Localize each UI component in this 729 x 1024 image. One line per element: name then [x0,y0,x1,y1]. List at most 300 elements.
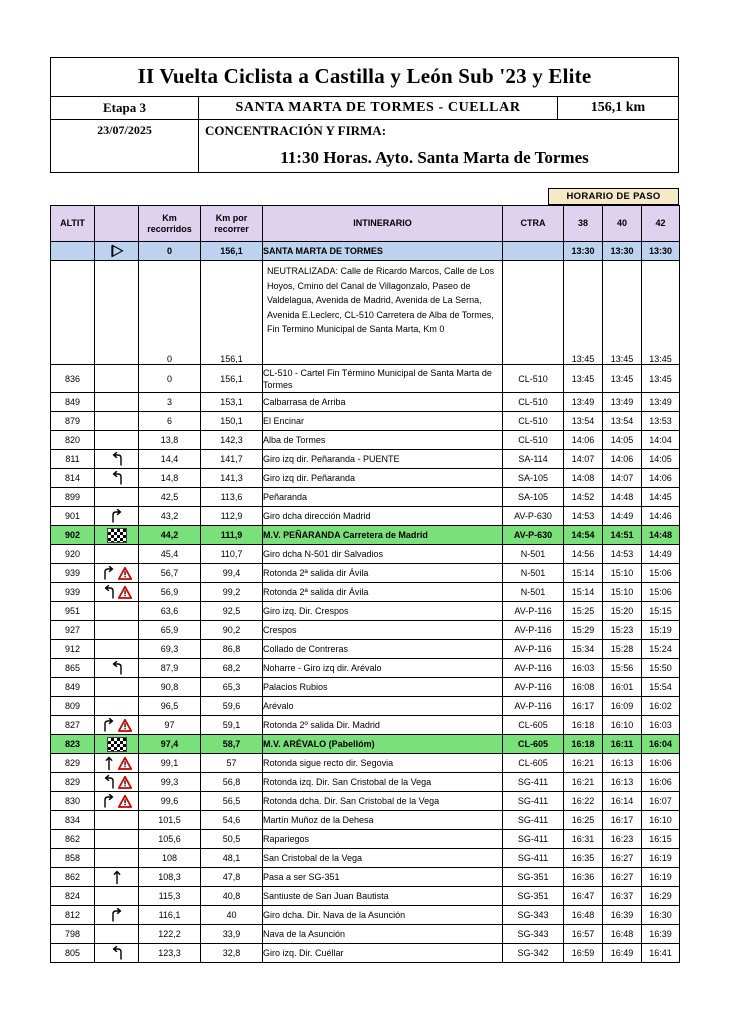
cell-km-recorridos: 97,4 [139,735,201,754]
table-row [51,431,680,450]
cell-itinerary: SANTA MARTA DE TORMES [263,242,503,261]
header-block [50,57,679,173]
cell-symbol [95,754,139,773]
cell-time-42: 15:15 [642,602,680,621]
cell-symbol [95,697,139,716]
cell-time-38: 16:22 [564,792,603,811]
cell-km-recorridos: 0 [139,365,201,393]
cell-itinerary: Pasa a ser SG-351 [263,868,503,887]
cell-altitude [51,242,95,261]
cell-km-recorridos: 99,6 [139,792,201,811]
cell-time-42: 16:19 [642,849,680,868]
table-row [51,944,680,963]
cell-time-42: 14:04 [642,431,680,450]
cell-km-por-recorrer: 92,5 [201,602,263,621]
cell-km-por-recorrer: 142,3 [201,431,263,450]
cell-time-42: 16:10 [642,811,680,830]
cell-time-38: 16:18 [564,716,603,735]
cell-ctra: AV-P-116 [503,678,564,697]
cell-km-por-recorrer: 33,9 [201,925,263,944]
cell-km-recorridos: 56,7 [139,564,201,583]
cell-itinerary: Rotonda sigue recto dir. Segovia [263,754,503,773]
table-row [51,412,680,431]
cell-time-42: 15:19 [642,621,680,640]
cell-ctra: CL-605 [503,735,564,754]
cell-time-38: 14:56 [564,545,603,564]
cell-km-por-recorrer: 153,1 [201,393,263,412]
cell-time-40: 16:01 [603,678,642,697]
cell-km-recorridos: 115,3 [139,887,201,906]
cell-time-40: 16:27 [603,849,642,868]
cell-altitude: 805 [51,944,95,963]
cell-altitude: 899 [51,488,95,507]
cell-time-40: 14:48 [603,488,642,507]
cell-altitude: 827 [51,716,95,735]
table-row [51,488,680,507]
turn-right-arrow-icon [102,718,116,733]
cell-symbol [95,716,139,735]
cell-km-por-recorrer: 47,8 [201,868,263,887]
turn-left-arrow-icon [102,585,116,600]
cell-time-38: 15:34 [564,640,603,659]
cell-km-recorridos: 97 [139,716,201,735]
straight-arrow-icon [102,756,116,771]
cell-time-38: 14:53 [564,507,603,526]
header-row-meeting [51,120,678,172]
itinerary-table [50,205,680,963]
cell-symbol [95,678,139,697]
cell-time-38: 15:14 [564,583,603,602]
cell-km-recorridos: 45,4 [139,545,201,564]
cell-symbol [95,469,139,488]
cell-itinerary: Giro izq. Dir. Cuéllar [263,944,503,963]
cell-time-42: 15:06 [642,564,680,583]
cell-altitude: 927 [51,621,95,640]
stage-route: SANTA MARTA DE TORMES - CUELLAR [199,97,558,119]
cell-km-por-recorrer: 59,1 [201,716,263,735]
col-itinerario: INTINERARIO [263,206,503,242]
cell-altitude: 824 [51,887,95,906]
cell-time-40: 14:06 [603,450,642,469]
cell-itinerary: Rotonda dcha. Dir. San Cristobal de la Vega [263,792,503,811]
cell-km-por-recorrer: 54,6 [201,811,263,830]
cell-ctra: SG-411 [503,811,564,830]
cell-km-recorridos: 14,4 [139,450,201,469]
cell-symbol [95,583,139,602]
table-row [51,830,680,849]
warning-triangle-icon [118,567,132,580]
cell-altitude: 798 [51,925,95,944]
table-row [51,716,680,735]
turn-right-arrow-icon [110,908,124,923]
cell-time-40: 14:51 [603,526,642,545]
cell-km-por-recorrer: 111,9 [201,526,263,545]
cell-itinerary: Rotonda 2ª salida dir Ávila [263,583,503,602]
cell-time-38: 16:03 [564,659,603,678]
table-row [51,735,680,754]
cell-altitude: 865 [51,659,95,678]
cell-time-38: 13:49 [564,393,603,412]
turn-left-arrow-icon [102,775,116,790]
col-km-recorridos-l2: recorridos [147,223,192,234]
cell-altitude: 912 [51,640,95,659]
table-row [51,659,680,678]
cell-itinerary: Crespos [263,621,503,640]
cell-time-40: 15:20 [603,602,642,621]
cell-time-38: 16:48 [564,906,603,925]
cell-km-recorridos: 69,3 [139,640,201,659]
cell-itinerary: Giro dcha. Dir. Nava de la Asunción [263,906,503,925]
cell-ctra: CL-510 [503,431,564,450]
turn-left-arrow-icon [110,946,124,961]
cell-altitude: 939 [51,583,95,602]
cell-time-38: 14:52 [564,488,603,507]
cell-km-por-recorrer: 112,9 [201,507,263,526]
warning-triangle-icon [118,776,132,789]
cell-km-recorridos: 0 [139,261,201,365]
checkered-flag-icon [95,735,138,753]
cell-time-40: 16:13 [603,754,642,773]
table-row [51,526,680,545]
col-speed-38: 38 [564,206,603,242]
cell-altitude: 849 [51,678,95,697]
warning-triangle-icon [118,719,132,732]
cell-km-recorridos: 96,5 [139,697,201,716]
cell-altitude: 862 [51,830,95,849]
cell-itinerary: El Encinar [263,412,503,431]
warning-triangle-icon [118,757,132,770]
cell-time-40: 16:27 [603,868,642,887]
cell-time-38: 14:54 [564,526,603,545]
cell-km-recorridos: 116,1 [139,906,201,925]
cell-time-38: 16:17 [564,697,603,716]
cell-altitude: 939 [51,564,95,583]
cell-altitude: 809 [51,697,95,716]
cell-altitude: 823 [51,735,95,754]
cell-km-recorridos: 14,8 [139,469,201,488]
table-row [51,887,680,906]
cell-ctra: CL-510 [503,412,564,431]
cell-time-42: 16:39 [642,925,680,944]
cell-time-38: 16:47 [564,887,603,906]
straight-arrow-icon [110,870,124,885]
cell-ctra: SG-351 [503,868,564,887]
cell-symbol [95,261,139,365]
cell-km-recorridos: 108 [139,849,201,868]
cell-altitude: 829 [51,754,95,773]
cell-symbol [95,906,139,925]
cell-km-recorridos: 42,5 [139,488,201,507]
table-header [51,206,680,242]
cell-time-40: 16:14 [603,792,642,811]
cell-ctra: CL-510 [503,393,564,412]
cell-time-38: 16:25 [564,811,603,830]
table-row [51,583,680,602]
turn-right-arrow-icon [110,509,124,524]
table-row [51,925,680,944]
cell-ctra: N-501 [503,564,564,583]
cell-time-42: 15:50 [642,659,680,678]
cell-itinerary: Noharre - Giro izq dir. Arévalo [263,659,503,678]
col-km-recorridos-l1: Km [162,212,177,223]
col-km-por-recorrer-l2: recorrer [214,223,249,234]
cell-km-por-recorrer: 90,2 [201,621,263,640]
cell-ctra: SA-105 [503,469,564,488]
cell-ctra: SG-343 [503,906,564,925]
table-row [51,849,680,868]
cell-itinerary: Palacios Rubios [263,678,503,697]
cell-time-40: 16:09 [603,697,642,716]
cell-itinerary: Giro dcha dirección Madrid [263,507,503,526]
cell-time-40: 16:49 [603,944,642,963]
cell-altitude [51,261,95,365]
cell-symbol [95,564,139,583]
cell-time-38: 14:07 [564,450,603,469]
cell-itinerary: Giro izq dir. Peñaranda - PUENTE [263,450,503,469]
cell-km-por-recorrer: 156,1 [201,242,263,261]
cell-ctra: SG-342 [503,944,564,963]
cell-ctra: SG-411 [503,792,564,811]
cell-km-recorridos: 13,8 [139,431,201,450]
col-km-por-recorrer [201,206,263,242]
table-row [51,365,680,393]
warning-triangle-icon [118,795,132,808]
cell-km-recorridos: 43,2 [139,507,201,526]
cell-ctra [503,261,564,365]
cell-itinerary: Rotonda izq. Dir. San Cristobal de la Vega [263,773,503,792]
cell-itinerary: San Cristobal de la Vega [263,849,503,868]
cell-km-recorridos: 122,2 [139,925,201,944]
cell-symbol [95,944,139,963]
cell-itinerary: Martín Muñoz de la Dehesa [263,811,503,830]
cell-altitude: 862 [51,868,95,887]
cell-ctra: CL-605 [503,754,564,773]
cell-km-por-recorrer: 99,2 [201,583,263,602]
cell-ctra: SG-411 [503,849,564,868]
cell-symbol [95,811,139,830]
cell-time-42: 13:49 [642,393,680,412]
cell-km-recorridos: 90,8 [139,678,201,697]
stage-label: Etapa 3 [51,97,199,119]
cell-time-42: 16:19 [642,868,680,887]
cell-km-por-recorrer: 99,4 [201,564,263,583]
turn-left-arrow-icon [110,452,124,467]
cell-time-40: 14:49 [603,507,642,526]
table-row [51,868,680,887]
cell-altitude: 951 [51,602,95,621]
meeting-block [199,120,678,172]
table-row [51,242,680,261]
cell-time-42: 13:45 [642,365,680,393]
table-row [51,469,680,488]
cell-time-42: 14:46 [642,507,680,526]
table-row [51,507,680,526]
cell-time-38: 16:57 [564,925,603,944]
cell-km-por-recorrer: 56,8 [201,773,263,792]
cell-symbol [95,925,139,944]
cell-time-40: 14:05 [603,431,642,450]
cell-km-recorridos: 0 [139,242,201,261]
cell-km-por-recorrer: 110,7 [201,545,263,564]
cell-time-42: 14:05 [642,450,680,469]
cell-time-40: 15:28 [603,640,642,659]
cell-altitude: 836 [51,365,95,393]
cell-ctra: AV-P-116 [503,602,564,621]
cell-altitude: 811 [51,450,95,469]
cell-altitude: 820 [51,431,95,450]
cell-itinerary: M.V. PEÑARANDA Carretera de Madrid [263,526,503,545]
cell-symbol [95,488,139,507]
cell-ctra [503,242,564,261]
cell-altitude: 812 [51,906,95,925]
cell-time-38: 13:45 [564,365,603,393]
cell-symbol [95,526,139,545]
cell-symbol [95,602,139,621]
cell-km-por-recorrer: 56,5 [201,792,263,811]
cell-time-40: 16:17 [603,811,642,830]
cell-itinerary: NEUTRALIZADA: Calle de Ricardo Marcos, Calle de Los Hoyos, Cmino del Canal de Villagonzalo, Paseo de Valdelagua, Avenida de Madrid, Avenida de La Serna, Avenida E.Leclerc, CL-510 Carretera de Alba de Tormes, Fin Termino Municipal de Santa Marta, Km 0 [263,261,503,365]
cell-itinerary: CL-510 - Cartel Fin Término Municipal de Santa Marta de Tormes [263,365,503,393]
cell-itinerary: Giro dcha N-501 dir Salvadios [263,545,503,564]
meeting-label: CONCENTRACIÓN Y FIRMA: [205,123,387,138]
cell-km-por-recorrer: 141,3 [201,469,263,488]
cell-time-40: 15:56 [603,659,642,678]
turn-right-arrow-icon [102,794,116,809]
stage-distance: 156,1 km [590,100,646,115]
cell-symbol [95,621,139,640]
cell-time-40: 13:49 [603,393,642,412]
checkered-flag-icon [95,526,138,544]
table-row [51,393,680,412]
cell-time-40: 16:11 [603,735,642,754]
stage-date: 23/07/2025 [51,120,199,172]
cell-symbol [95,412,139,431]
cell-time-38: 15:29 [564,621,603,640]
cell-ctra: AV-P-116 [503,697,564,716]
cell-time-38: 16:21 [564,754,603,773]
cell-km-recorridos: 44,2 [139,526,201,545]
col-ctra: CTRA [503,206,564,242]
cell-symbol [95,242,139,261]
cell-itinerary: Santiuste de San Juan Bautista [263,887,503,906]
header-row-stage [51,97,678,120]
cell-symbol [95,735,139,754]
cell-time-42: 16:02 [642,697,680,716]
cell-time-40: 13:45 [603,261,642,365]
cell-time-42: 14:48 [642,526,680,545]
cell-itinerary: M.V. ARÉVALO (Pabellóm) [263,735,503,754]
cell-time-38: 13:54 [564,412,603,431]
table-row [51,621,680,640]
cell-symbol [95,450,139,469]
cell-itinerary: Giro izq. Dir. Crespos [263,602,503,621]
cell-time-42: 15:24 [642,640,680,659]
cell-km-recorridos: 108,3 [139,868,201,887]
cell-time-40: 13:30 [603,242,642,261]
table-row [51,811,680,830]
table-row [51,450,680,469]
cell-km-por-recorrer: 58,7 [201,735,263,754]
cell-time-40: 16:13 [603,773,642,792]
cell-ctra: AV-P-630 [503,507,564,526]
start-flag-icon [109,244,125,258]
cell-symbol [95,393,139,412]
page-title: II Vuelta Ciclista a Castilla y León Sub '23 y Elite [51,58,678,97]
cell-itinerary: Calbarrasa de Arriba [263,393,503,412]
cell-km-por-recorrer: 48,1 [201,849,263,868]
cell-time-38: 16:35 [564,849,603,868]
warning-triangle-icon [118,586,132,599]
cell-km-por-recorrer: 156,1 [201,365,263,393]
cell-time-42: 16:04 [642,735,680,754]
cell-time-38: 13:45 [564,261,603,365]
cell-time-42: 15:06 [642,583,680,602]
cell-ctra: AV-P-630 [503,526,564,545]
cell-symbol [95,507,139,526]
cell-altitude: 829 [51,773,95,792]
cell-symbol [95,792,139,811]
cell-time-38: 16:18 [564,735,603,754]
cell-time-38: 16:59 [564,944,603,963]
cell-time-42: 16:29 [642,887,680,906]
cell-time-38: 16:36 [564,868,603,887]
cell-ctra: AV-P-116 [503,640,564,659]
cell-ctra: SG-411 [503,830,564,849]
col-km-recorridos [139,206,201,242]
cell-ctra: N-501 [503,583,564,602]
cell-km-recorridos: 65,9 [139,621,201,640]
cell-altitude: 814 [51,469,95,488]
cell-time-42: 16:30 [642,906,680,925]
cell-ctra: SG-343 [503,925,564,944]
cell-ctra: AV-P-116 [503,621,564,640]
cell-itinerary: Arévalo [263,697,503,716]
cell-symbol [95,849,139,868]
cell-symbol [95,830,139,849]
cell-time-40: 16:23 [603,830,642,849]
cell-time-40: 15:23 [603,621,642,640]
cell-km-por-recorrer: 65,3 [201,678,263,697]
cell-km-recorridos: 105,6 [139,830,201,849]
cell-symbol [95,659,139,678]
cell-km-por-recorrer: 50,5 [201,830,263,849]
cell-km-recorridos: 99,1 [139,754,201,773]
cell-km-recorridos: 6 [139,412,201,431]
cell-km-recorridos: 123,3 [139,944,201,963]
cell-time-40: 15:10 [603,583,642,602]
turn-left-arrow-icon [110,661,124,676]
cell-time-42: 13:53 [642,412,680,431]
turn-left-arrow-icon [110,471,124,486]
cell-symbol [95,868,139,887]
cell-itinerary: Nava de la Asunción [263,925,503,944]
cell-time-42: 16:06 [642,754,680,773]
turn-right-arrow-icon [102,566,116,581]
cell-altitude: 901 [51,507,95,526]
cell-time-40: 16:10 [603,716,642,735]
cell-time-38: 13:30 [564,242,603,261]
horario-de-paso-banner: HORARIO DE PASO [548,188,679,205]
cell-km-recorridos: 101,5 [139,811,201,830]
cell-altitude: 858 [51,849,95,868]
cell-km-por-recorrer: 59,6 [201,697,263,716]
cell-time-40: 14:53 [603,545,642,564]
cell-km-por-recorrer: 32,8 [201,944,263,963]
table-row [51,792,680,811]
cell-time-40: 16:48 [603,925,642,944]
cell-time-42: 14:49 [642,545,680,564]
cell-ctra: N-501 [503,545,564,564]
